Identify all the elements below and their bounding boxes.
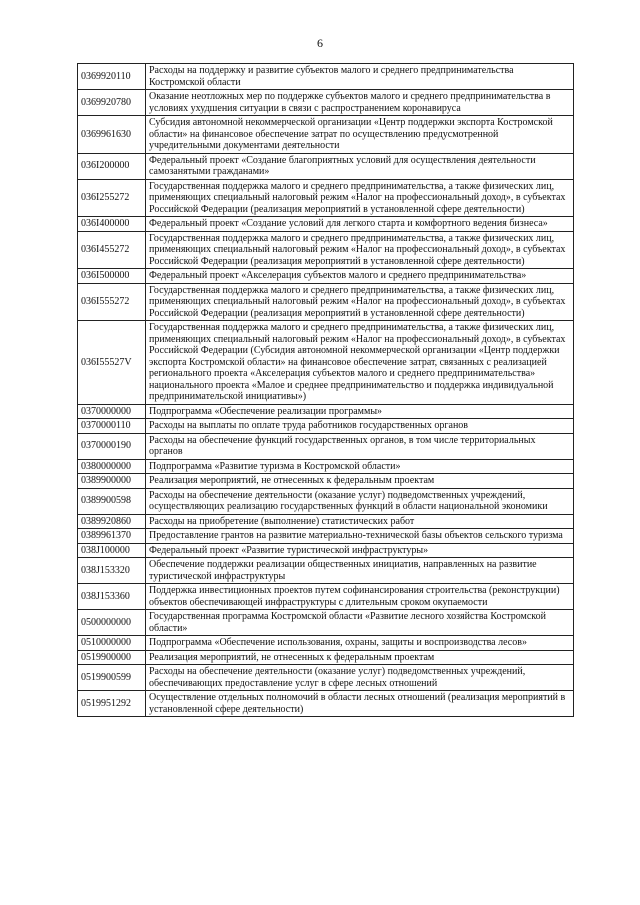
row-description: Федеральный проект «Развитие туристической инфраструктуры» — [146, 543, 574, 558]
row-description: Обеспечение поддержки реализации общественных инициатив, направленных на развитие туристической инфраструктуры — [146, 558, 574, 584]
table-row — [78, 474, 574, 489]
row-description: Подпрограмма «Развитие туризма в Костромской области» — [146, 459, 574, 474]
row-description: Государственная поддержка малого и среднего предпринимательства, а также физических лиц, применяющих специальный налоговый режим «Налог на профессиональный доход», в субъектах Российской Федерации (реализация мероприятий в установленной сфере деятельности) — [146, 179, 574, 217]
table-row — [78, 64, 574, 90]
table-row — [78, 283, 574, 321]
row-description: Расходы на выплаты по оплате труда работников государственных органов — [146, 419, 574, 434]
table-row — [78, 153, 574, 179]
table-row — [78, 610, 574, 636]
table-row — [78, 217, 574, 232]
row-description: Расходы на обеспечение деятельности (оказание услуг) подведомственных учреждений, обеспечивающих предоставление услуг в сфере лесных отношений — [146, 665, 574, 691]
table-row — [78, 636, 574, 651]
table-row — [78, 529, 574, 544]
table-row — [78, 404, 574, 419]
row-code: 0369961630 — [78, 116, 146, 154]
row-description: Расходы на поддержку и развитие субъектов малого и среднего предпринимательства Костромской области — [146, 64, 574, 90]
row-description: Государственная поддержка малого и среднего предпринимательства, а также физических лиц, применяющих специальный налоговый режим «Налог на профессиональный доход», в субъектах Российской Федерации (Субсидия автономной некоммерческой организации «Центр поддержки экспорта Костромской области» на финансовое обеспечение затрат, связанных с реализацией регионального проекта «Акселерация субъектов малого и среднего предпринимательства» национального проекта «Малое и среднее предпринимательство и поддержка индивидуальной предпринимательской инициативы») — [146, 321, 574, 405]
table-row — [78, 116, 574, 154]
row-code: 0389961370 — [78, 529, 146, 544]
row-code: 036I400000 — [78, 217, 146, 232]
table-row — [78, 514, 574, 529]
table-row — [78, 459, 574, 474]
row-description: Реализация мероприятий, не отнесенных к федеральным проектам — [146, 474, 574, 489]
row-code: 0519900599 — [78, 665, 146, 691]
row-description: Расходы на обеспечение функций государственных органов, в том числе территориальных органов — [146, 433, 574, 459]
row-code: 0510000000 — [78, 636, 146, 651]
table-row — [78, 321, 574, 405]
row-code: 036I455272 — [78, 231, 146, 269]
row-description: Расходы на обеспечение деятельности (оказание услуг) подведомственных учреждений, осуществляющих реализацию государственных функций в области национальной экономики — [146, 488, 574, 514]
row-description: Реализация мероприятий, не отнесенных к федеральным проектам — [146, 650, 574, 665]
table-row — [78, 419, 574, 434]
row-code: 0370000000 — [78, 404, 146, 419]
row-code: 036I55527V — [78, 321, 146, 405]
table-row — [78, 179, 574, 217]
table-row — [78, 584, 574, 610]
table-row — [78, 488, 574, 514]
row-description: Государственная поддержка малого и среднего предпринимательства, а также физических лиц, применяющих специальный налоговый режим «Налог на профессиональный доход», в субъектах Российской Федерации (реализация мероприятий в установленной сфере деятельности) — [146, 231, 574, 269]
row-code: 0500000000 — [78, 610, 146, 636]
row-code: 0519900000 — [78, 650, 146, 665]
row-code: 038J100000 — [78, 543, 146, 558]
table-row — [78, 650, 574, 665]
row-description: Федеральный проект «Акселерация субъектов малого и среднего предпринимательства» — [146, 269, 574, 284]
table-row — [78, 691, 574, 717]
table-row — [78, 231, 574, 269]
table-row — [78, 558, 574, 584]
budget-codes-table — [77, 63, 574, 717]
table-row — [78, 433, 574, 459]
row-code: 0370000190 — [78, 433, 146, 459]
row-description: Оказание неотложных мер по поддержке субъектов малого и среднего предпринимательства в условиях ухудшения ситуации в связи с распространением коронавируса — [146, 90, 574, 116]
row-code: 0519951292 — [78, 691, 146, 717]
row-code: 036I555272 — [78, 283, 146, 321]
row-description: Федеральный проект «Создание благоприятных условий для осуществления деятельности самозанятыми гражданами» — [146, 153, 574, 179]
row-code: 0369920110 — [78, 64, 146, 90]
row-code: 0389920860 — [78, 514, 146, 529]
table-body — [78, 64, 574, 717]
page-number: 6 — [317, 36, 323, 50]
table-row — [78, 665, 574, 691]
row-code: 038J153320 — [78, 558, 146, 584]
row-description: Подпрограмма «Обеспечение реализации программы» — [146, 404, 574, 419]
row-description: Государственная программа Костромской области «Развитие лесного хозяйства Костромской области» — [146, 610, 574, 636]
row-code: 0389900598 — [78, 488, 146, 514]
row-description: Субсидия автономной некоммерческой организации «Центр поддержки экспорта Костромской области» на финансовое обеспечение затрат по осуществлению предусмотренной учредительными документами деятельности — [146, 116, 574, 154]
row-code: 0369920780 — [78, 90, 146, 116]
row-description: Расходы на приобретение (выполнение) статистических работ — [146, 514, 574, 529]
row-description: Подпрограмма «Обеспечение использования, охраны, защиты и воспроизводства лесов» — [146, 636, 574, 651]
row-description: Государственная поддержка малого и среднего предпринимательства, а также физических лиц, применяющих специальный налоговый режим «Налог на профессиональный доход», в субъектах Российской Федерации (реализация мероприятий в установленной сфере деятельности) — [146, 283, 574, 321]
row-code: 036I200000 — [78, 153, 146, 179]
row-code: 036I255272 — [78, 179, 146, 217]
row-code: 0380000000 — [78, 459, 146, 474]
row-code: 0389900000 — [78, 474, 146, 489]
row-code: 0370000110 — [78, 419, 146, 434]
row-code: 036I500000 — [78, 269, 146, 284]
row-code: 038J153360 — [78, 584, 146, 610]
table-row — [78, 543, 574, 558]
row-description: Федеральный проект «Создание условий для легкого старта и комфортного ведения бизнеса» — [146, 217, 574, 232]
table-row — [78, 90, 574, 116]
table-row — [78, 269, 574, 284]
row-description: Поддержка инвестиционных проектов путем софинансирования строительства (реконструкции) объектов обеспечивающей инфраструктуры с длительным сроком окупаемости — [146, 584, 574, 610]
row-description: Предоставление грантов на развитие материально-технической базы объектов сельского туризма — [146, 529, 574, 544]
row-description: Осуществление отдельных полномочий в области лесных отношений (реализация мероприятий в установленной сфере деятельности) — [146, 691, 574, 717]
